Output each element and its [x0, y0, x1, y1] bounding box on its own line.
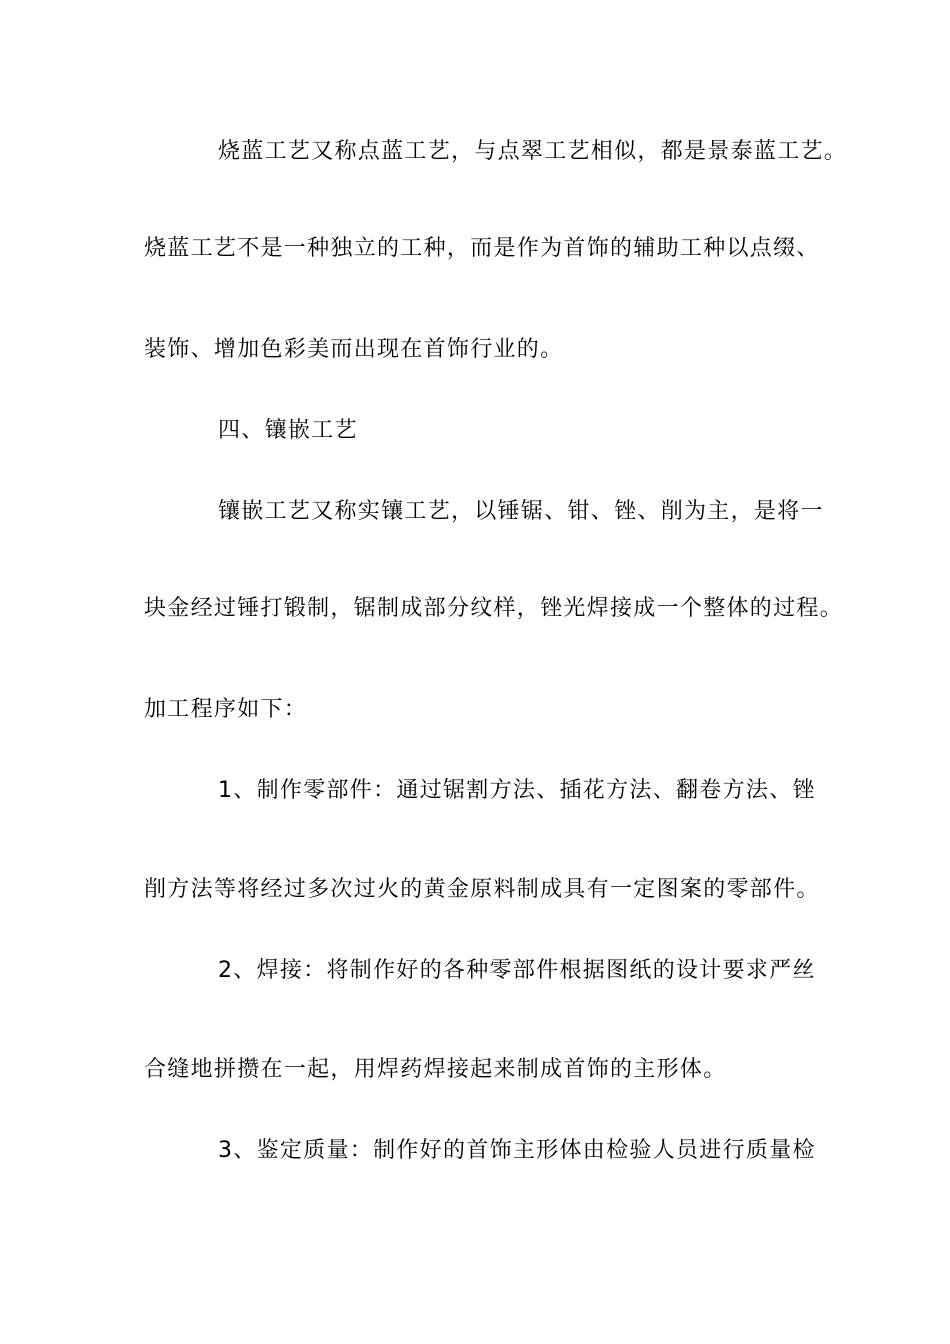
paragraph-line: 烧蓝工艺又称点蓝工艺，与点翠工艺相似，都是景泰蓝工艺。	[218, 139, 848, 164]
list-item-line: 1、制作零部件：通过锯割方法、插花方法、翻卷方法、锉	[218, 778, 816, 803]
list-item-line: 削方法等将经过多次过火的黄金原料制成具有一定图案的零部件。	[144, 877, 820, 902]
paragraph-line: 加工程序如下：	[144, 697, 308, 722]
paragraph-line: 块金经过锤打锻制，锯制成部分纹样，锉光焊接成一个整体的过程。	[144, 596, 844, 621]
list-item-line: 3、鉴定质量：制作好的首饰主形体由检验人员进行质量检	[218, 1138, 816, 1163]
list-item-line: 合缝地拼攒在一起，用焊药焊接起来制成首饰的主形体。	[144, 1057, 727, 1082]
paragraph-line: 镶嵌工艺又称实镶工艺，以锤锯、钳、锉、削为主，是将一	[218, 499, 824, 524]
paragraph-line: 烧蓝工艺不是一种独立的工种，而是作为首饰的辅助工种以点缀、	[144, 236, 820, 261]
list-item-line: 2、焊接：将制作好的各种零部件根据图纸的设计要求严丝	[218, 958, 816, 983]
section-heading: 四、镶嵌工艺	[218, 418, 358, 443]
paragraph-line: 装饰、增加色彩美而出现在首饰行业的。	[144, 337, 564, 362]
